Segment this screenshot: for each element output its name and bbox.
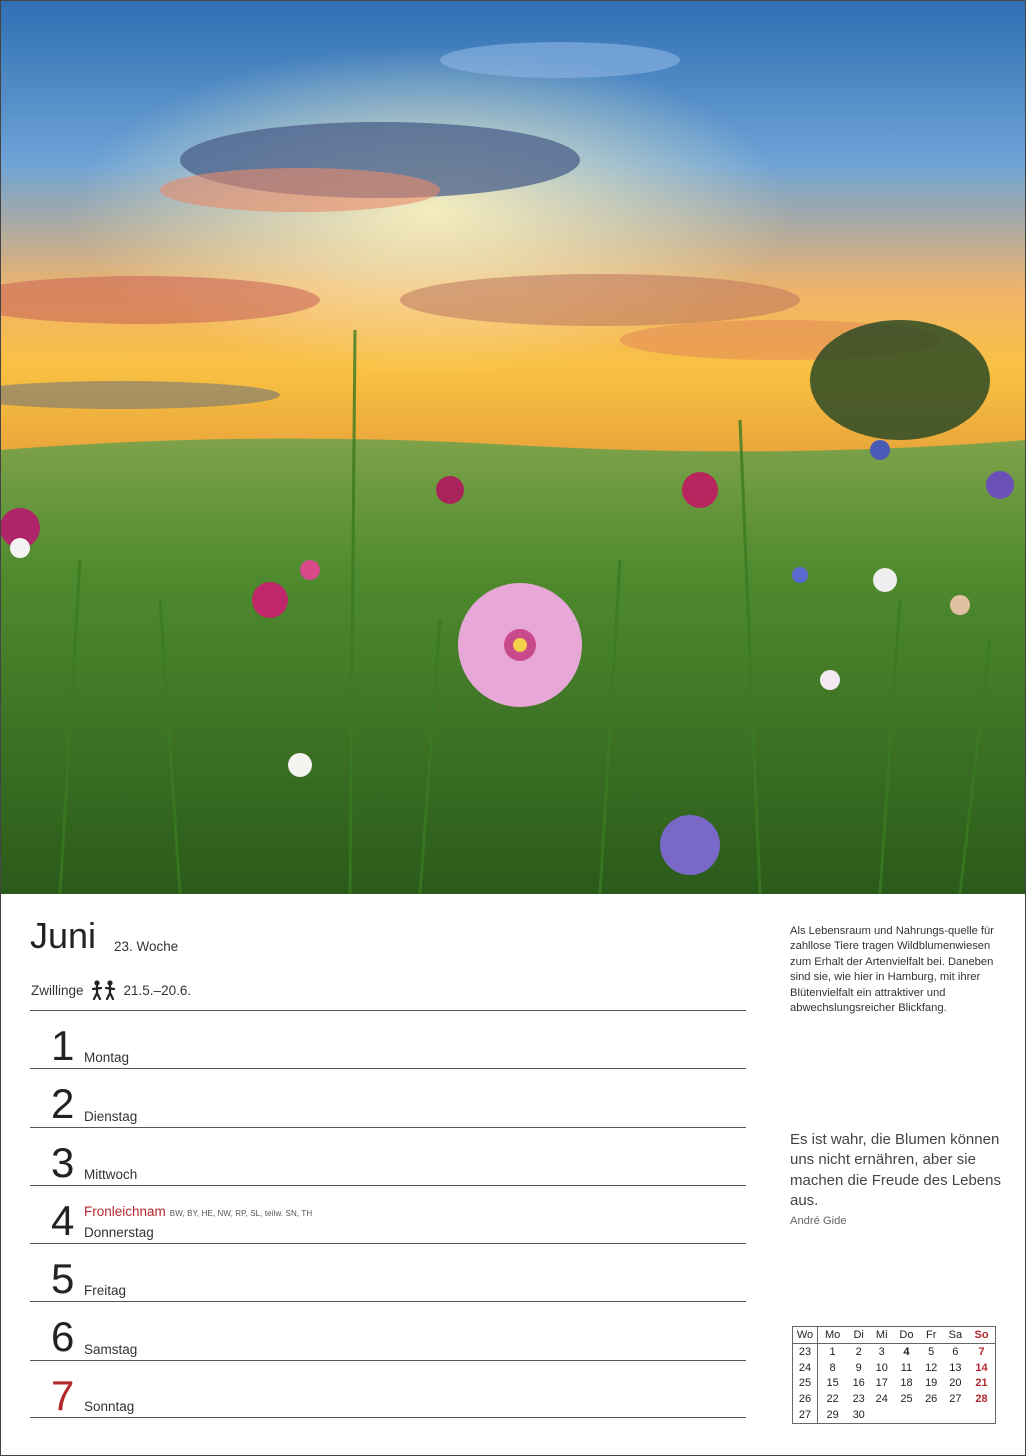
day-row-2 [30,1068,746,1126]
day-list [30,1010,746,1418]
mini-cal-day [968,1407,995,1423]
mini-calendar-week-row [793,1407,996,1423]
mini-cal-week-number: 24 [793,1360,818,1376]
day-row-3 [30,1127,746,1185]
mini-cal-day: 21 [975,1377,988,1390]
mini-calendar-week-row [793,1391,996,1407]
day-name: Donnerstag [84,1225,154,1241]
mini-cal-day: 6 [952,1345,959,1358]
mini-cal-header-cell: Sa [943,1327,968,1344]
mini-cal-week-number: 27 [793,1407,818,1423]
mini-cal-day: 10 [875,1361,888,1374]
mini-cal-header-cell: Wo [793,1327,818,1344]
mini-cal-day: 16 [852,1377,865,1390]
day-number: 2 [51,1080,75,1128]
mini-cal-day: 18 [900,1377,913,1390]
mini-cal-day: 22 [826,1393,839,1406]
mini-calendar-header [793,1327,996,1344]
day-number: 7 [51,1371,75,1419]
mini-cal-day: 27 [949,1393,962,1406]
mini-cal-day: 2 [855,1345,862,1358]
day-name: Sonntag [84,1399,135,1415]
holiday-label [84,1204,312,1219]
mini-cal-day: 23 [852,1393,865,1406]
mini-cal-day: 24 [875,1393,888,1406]
mini-cal-day: 14 [975,1361,988,1374]
mini-cal-week-number: 25 [793,1376,818,1392]
mini-cal-day: 15 [826,1377,839,1390]
day-row-7 [30,1360,746,1418]
mini-cal-week-number: 26 [793,1391,818,1407]
mini-calendar [792,1326,996,1424]
mini-cal-day: 3 [878,1345,885,1358]
gemini-twins-icon [90,980,118,1000]
day-number: 1 [51,1022,75,1069]
zodiac-name: Zwillinge [31,982,84,998]
mini-cal-day: 1 [829,1345,836,1358]
month-title: Juni [30,915,97,956]
mini-cal-day: 9 [855,1361,862,1374]
day-row-4 [30,1185,746,1243]
mini-cal-day: 28 [975,1393,988,1406]
day-number: 6 [51,1313,75,1361]
day-name: Mittwoch [84,1166,138,1182]
mini-cal-day: 12 [925,1361,938,1374]
mini-cal-header-cell: Do [893,1327,919,1344]
mini-cal-header-cell: So [968,1327,995,1344]
mini-cal-day [893,1407,919,1423]
quote-text: Es ist wahr, die Blumen können uns nicht ernähren, aber sie machen die Freude des Lebens aus. [790,1131,1001,1209]
day-name: Montag [84,1050,130,1066]
mini-cal-day [870,1407,893,1423]
mini-cal-header-cell: Fr [920,1327,943,1344]
day-number: 5 [51,1255,75,1303]
mini-cal-day: 20 [949,1377,962,1390]
day-name: Dienstag [84,1108,138,1124]
photo-description: Als Lebensraum und Nahrungs-quelle für zahllose Tiere tragen Wildblumenwiesen zum Erhalt der Artenvielfalt bei. Daneben sind sie, wie hier in Hamburg, mit ihrer Blütenvielfalt ein attraktiver und abwechslungsreicher Blickfang. [790,925,994,1015]
zodiac-info [31,980,191,1000]
mini-cal-day: 7 [978,1345,985,1358]
holiday-name: Fronleichnam [84,1203,166,1219]
mini-cal-day: 26 [925,1393,938,1406]
day-number: 3 [51,1138,75,1186]
zodiac-range: 21.5.–20.6. [123,982,192,998]
mini-cal-day: 30 [852,1409,865,1422]
mini-cal-day: 11 [900,1361,913,1374]
mini-calendar-week-row [793,1360,996,1376]
day-name: Freitag [84,1283,127,1299]
mini-cal-day: 4 [903,1345,910,1358]
mini-cal-day [943,1407,968,1423]
mini-cal-day: 19 [925,1377,938,1390]
holiday-regions: BW, BY, HE, NW, RP, SL, teilw. SN, TH [169,1208,313,1218]
mini-cal-day: 29 [826,1409,839,1422]
mini-cal-day [920,1407,943,1423]
mini-cal-header-cell: Di [847,1327,870,1344]
quote-author: André Gide [790,1215,847,1227]
week-number: 23. Woche [114,939,179,954]
day-row-6 [30,1301,746,1359]
mini-cal-day: 13 [949,1361,962,1374]
day-number: 4 [51,1196,75,1244]
mini-cal-day: 25 [900,1393,913,1406]
mini-cal-day: 5 [928,1345,935,1358]
mini-cal-week-number: 23 [793,1344,818,1360]
mini-cal-day: 8 [829,1361,836,1374]
mini-cal-day: 17 [875,1377,888,1390]
day-row-5 [30,1243,746,1301]
day-name: Samstag [84,1341,138,1357]
mini-calendar-week-row [793,1344,996,1360]
mini-cal-header-cell: Mi [870,1327,893,1344]
mini-cal-header-cell: Mo [818,1327,848,1344]
mini-calendar-week-row [793,1376,996,1392]
day-row-1 [30,1010,746,1068]
